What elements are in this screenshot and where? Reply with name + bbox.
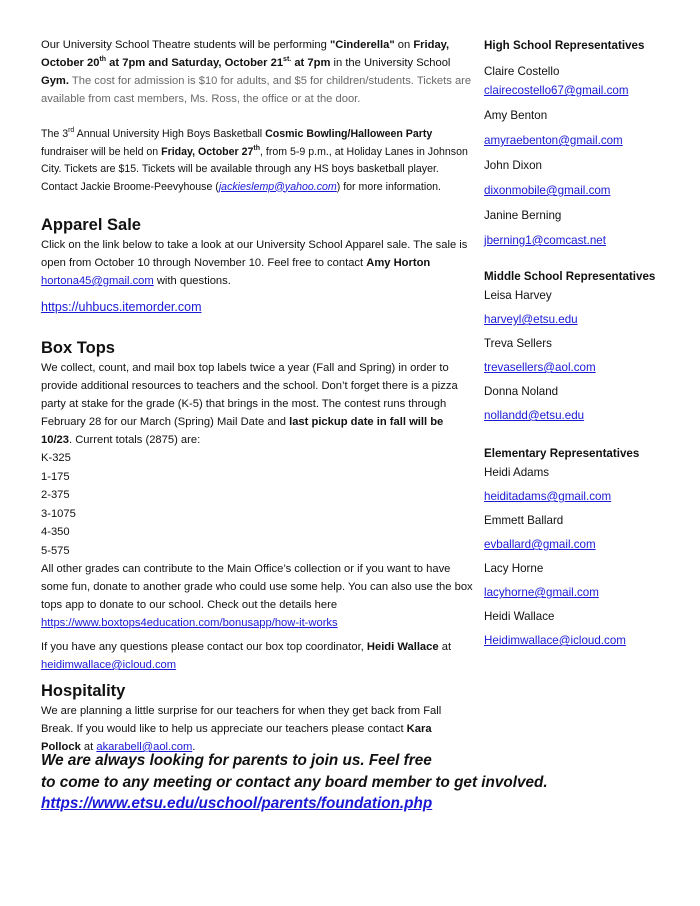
rep-email-link[interactable]: harveyl@etsu.edu	[484, 313, 578, 326]
total-item: 3-1075	[41, 507, 76, 520]
boxtops-paragraph: We collect, count, and mail box top labels twice a year (Fall and Spring) in order to provide additional resources to teachers and the school. Don’t forget there is a pizza party at stake for the grade (K-5) that brings in the most. The contest runs through February 28 for our March (Spring) Mail Date and last pickup date in fall will be 10/23. Current totals (2875) are:	[41, 362, 458, 446]
rep-name: Emmett Ballard	[484, 514, 564, 527]
rep-email-link[interactable]: lacyhorne@gmail.com	[484, 586, 599, 599]
theatre-paragraph: Our University School Theatre students will be performing "Cinderella" on Friday, October 20th at 7pm and Saturday, October $21^{st.}$ at 7pm in the University School Gym. The cost for admission is $10 for adults, and $5 for children/students. Tickets are available from cast members, Ms. Ross, the office or at the door.	[41, 39, 472, 105]
total-item: K-325	[41, 452, 71, 464]
total-item: 5-575	[41, 544, 70, 557]
hospitality-paragraph: We are planning a little surprise for our teachers for when they get back from Fall Break. If you would like to help us appreciate our teachers please contact Kara Pollock at akarabell@aol.com.	[41, 705, 442, 753]
kara-pollock-email-link[interactable]: akarabell@aol.com	[96, 741, 193, 753]
hospitality-heading: Hospitality	[41, 682, 126, 700]
main-column	[41, 36, 473, 756]
rep-name: Claire Costello	[484, 65, 560, 78]
representatives-sidebar	[484, 36, 694, 650]
rep-email-link[interactable]: clairecostello67@gmail.com	[484, 84, 629, 97]
rep-email-link[interactable]: amyraebenton@gmail.com	[484, 134, 623, 147]
rep-email-link[interactable]: trevasellers@aol.com	[484, 361, 596, 374]
rep-name: Amy Benton	[484, 109, 548, 122]
rep-name: Leisa Harvey	[484, 289, 552, 302]
rep-name: Heidi Wallace	[484, 610, 555, 623]
high-school-reps-heading: High School Representatives	[484, 39, 645, 52]
total-item: 4-350	[41, 526, 70, 538]
closing-callout	[41, 750, 601, 815]
rep-name: Lacy Horne	[484, 562, 544, 575]
foundation-link[interactable]: https://www.etsu.edu/uschool/parents/foundation.php	[41, 795, 433, 812]
rep-email-link[interactable]: evballard@gmail.com	[484, 538, 596, 551]
boxtops-heading: Box Tops	[41, 339, 115, 357]
rep-email-link[interactable]: Heidimwallace@icloud.com	[484, 634, 626, 647]
amy-horton-email-link[interactable]: hortona45@gmail.com	[41, 275, 154, 287]
play-title: "Cinderella"	[329, 39, 395, 51]
boxtops-questions: If you have any questions please contact our box top coordinator, Heidi Wallace at heidimwallace@icloud.com	[41, 641, 452, 671]
total-item: 2-375	[41, 489, 70, 501]
bowling-paragraph: The 3rd Annual University High Boys Basketball Cosmic Bowling/Halloween Party fundraiser will be held on Friday, October 27th, from 5-9 p.m., at Holiday Lanes in Johnson City. Tickets are $15. Tickets will be available through any HS boys basketball player. Contact Jackie Broome-Peevyhouse (jackieslemp@yahoo.com) for more information.	[41, 127, 468, 193]
elementary-reps-heading: Elementary Representatives	[484, 447, 640, 460]
jackie-email-link[interactable]: jackieslemp@yahoo.com	[218, 180, 337, 193]
rep-email-link[interactable]: jberning1@comcast.net	[484, 234, 606, 247]
rep-email-link[interactable]: nollandd@etsu.edu	[484, 409, 585, 422]
rep-name: Heidi Adams	[484, 466, 550, 479]
total-item: 1-175	[41, 470, 70, 483]
boxtops-other-grades: All other grades can contribute to the Main Office’s collection or if you want to have some fun, donate to another grade who could use some help. You can also use the box tops app to donate to our school. Check out the details here https://www.boxtops4education.com/bonusapp/how-it-works	[41, 563, 473, 629]
heidi-wallace-email-link[interactable]: heidimwallace@icloud.com	[41, 659, 177, 671]
boxtops-totals-list	[41, 449, 473, 560]
apparel-store-link[interactable]: https://uhbucs.itemorder.com	[41, 300, 202, 314]
rep-email-link[interactable]: heiditadams@gmail.com	[484, 490, 612, 503]
boxtops-app-link[interactable]: https://www.boxtops4education.com/bonusapp/how-it-works	[41, 617, 338, 629]
apparel-paragraph: Click on the link below to take a look at our University School Apparel sale. The sale is open from October 10 through November 10. Feel free to contact Amy Horton hortona45@gmail.com with questions.	[41, 239, 468, 287]
closing-line-1: We are always looking for parents to join us. Feel free	[41, 752, 432, 769]
rep-name: Janine Berning	[484, 209, 562, 222]
rep-name: Donna Noland	[484, 385, 559, 398]
apparel-heading: Apparel Sale	[41, 216, 141, 234]
middle-school-reps-heading: Middle School Representatives	[484, 270, 656, 283]
rep-email-link[interactable]: dixonmobile@gmail.com	[484, 184, 611, 197]
closing-line-2: to come to any meeting or contact any board member to get involved.	[41, 773, 548, 791]
rep-name: John Dixon	[484, 159, 543, 172]
rep-name: Treva Sellers	[484, 337, 552, 350]
